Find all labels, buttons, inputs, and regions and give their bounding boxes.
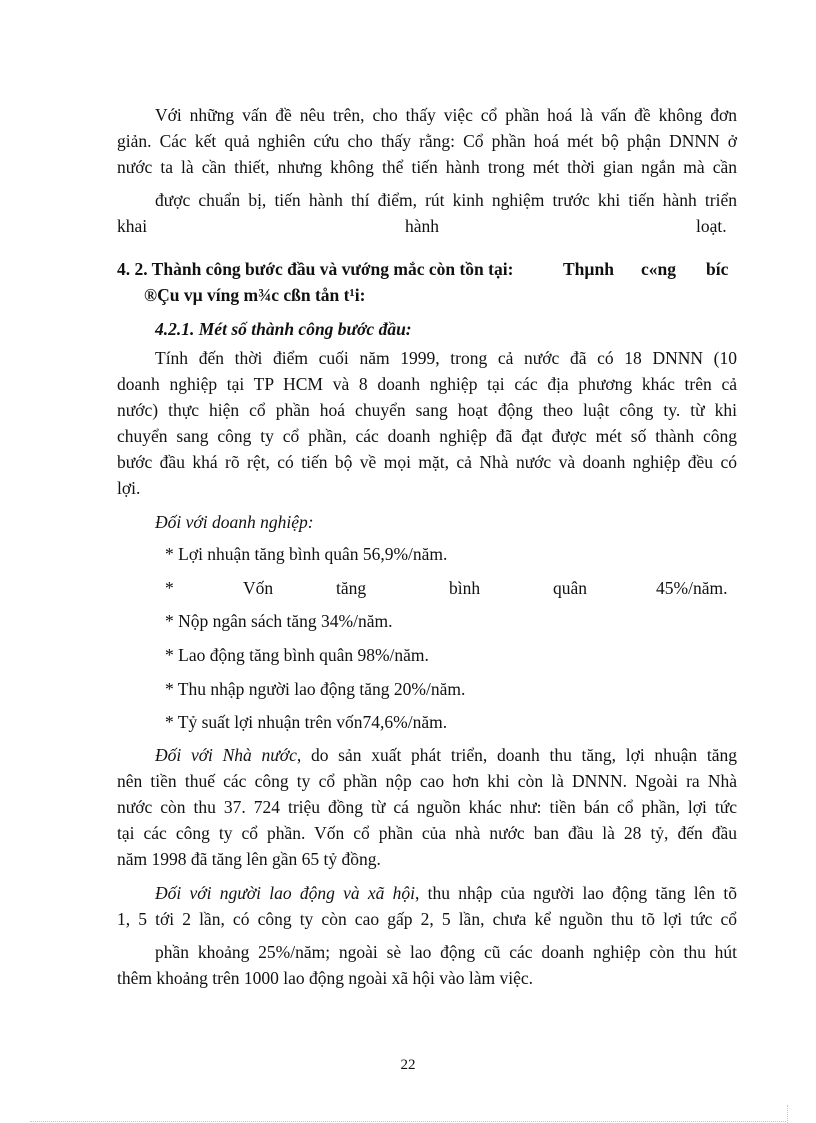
paragraph-2-line-5: bước đầu khá rõ rệt, có tiến bộ về mọi mặt, cả Nhà nước và doanh nghiệp đều có [117,452,737,472]
page-number: 22 [400,1057,416,1073]
paragraph-4-line-1-rest: , thu nhập của người lao động tăng lên tõ [415,883,737,903]
section-heading-garbled-word-3: bíc [706,259,729,279]
subsection-heading: 4.2.1. Mét số thành công bước đầu: [155,319,412,339]
paragraph-1-line-5-word-2: hành [405,216,440,236]
paragraph-3-line-4: tại các công ty cổ phần. Vốn cổ phần của nhà nước ban đầu là 28 tỷ, đến đầu [117,823,737,843]
section-heading-garbled-word-2: c«ng [641,259,676,279]
section-heading-text: 4. 2. Thành công bước đầu và vướng mắc còn tồn tại: [117,259,514,279]
paragraph-1-line-5-word-1: khai [117,216,148,236]
paragraph-3-line-5: năm 1998 đã tăng lên gần 65 tỷ đồng. [117,849,381,869]
bullet-return-ratio: * Tỷ suất lợi nhuận trên vốn74,6%/năm. [165,712,448,732]
paragraph-2-line-1: Tính đến thời điểm cuối năm 1999, trong cả nước đã có 18 DNNN (10 [155,348,737,368]
state-label: Đối với Nhà nước [155,745,297,765]
paragraph-4-line-4: thêm khoảng trên 1000 lao động ngoài xã hội vào làm việc. [117,968,534,988]
bullet-labor: * Lao động tăng bình quân 98%/năm. [165,645,429,665]
page-boundary-line [30,1121,786,1122]
paragraph-3-line-3: nước còn thu 37. 724 triệu đồng từ cá nguồn khác như: tiền bán cổ phần, lợi tức [117,797,737,817]
section-heading-garbled-word-1: Thµnh [563,259,614,279]
bullet-capital-word-3: bình [449,578,481,598]
workers-society-label: Đối với người lao động và xã hội [155,883,416,903]
paragraph-2-line-6: lợi. [117,478,141,498]
bullet-budget: * Nộp ngân sách tăng 34%/năm. [165,611,393,631]
paragraph-4-line-3: phần khoảng 25%/năm; ngoài sè lao động cũ các doanh nghiệp còn thu hút [155,942,737,962]
paragraph-2-line-2: doanh nghiệp tại TP HCM và 8 doanh nghiệp tại các địa phương khác trên cả [117,374,737,394]
page-boundary-corner [787,1105,788,1123]
paragraph-3-line-2: nên tiền thuế các công ty cổ phần nộp cao hơn khi còn là DNNN. Ngoài ra Nhà [117,771,737,791]
paragraph-4-line-1 [155,882,737,904]
paragraph-1-line-3: nước ta là cần thiết, nhưng không thể tiến hành trong mét thời gian ngắn mà cần [117,157,737,177]
bullet-profit: * Lợi nhuận tăng bình quân 56,9%/năm. [165,544,448,564]
bullet-capital-star: * [165,578,174,598]
paragraph-3-line-1 [155,744,737,766]
bullet-capital-word-2: tăng [336,578,367,598]
bullet-income: * Thu nhập người lao động tăng 20%/năm. [165,679,466,699]
paragraph-2-line-4: chuyển sang công ty cổ phần, các doanh nghiệp đã đạt được mét số thành công [117,426,737,446]
paragraph-1-line-4: được chuẩn bị, tiến hành thí điểm, rút kinh nghiệm trước khi tiến hành triển [155,190,737,210]
paragraph-3-line-1-rest: , do sản xuất phát triển, doanh thu tăng, lợi nhuận tăng [296,745,737,765]
enterprise-label: Đối với doanh nghiệp: [155,512,314,532]
paragraph-4-line-2: 1, 5 tới 2 lần, có công ty còn cao gấp 2, 5 lần, chưa kể nguồn thu tõ lợi tức cổ [117,909,737,929]
bullet-capital-word-5: 45%/năm. [656,578,728,598]
section-heading-garbled-line-2: ®Çu vµ víng m¾c cßn tån t¹i: [144,285,366,305]
paragraph-1-line-5-word-3: loạt. [696,216,727,236]
paragraph-1-line-2: giản. Các kết quả nghiên cứu cho thấy rằng: Cổ phần hoá mét bộ phận DNNN ở [117,131,737,151]
paragraph-2-line-3: nước) thực hiện cổ phần hoá chuyển sang hoạt động theo luật công ty. từ khi [117,400,737,420]
bullet-capital-word-4: quân [553,578,588,598]
paragraph-1-line-1: Với những vấn đề nêu trên, cho thấy việc cổ phần hoá là vấn đề không đơn [155,105,737,125]
bullet-capital-word-1: Vốn [243,578,274,598]
